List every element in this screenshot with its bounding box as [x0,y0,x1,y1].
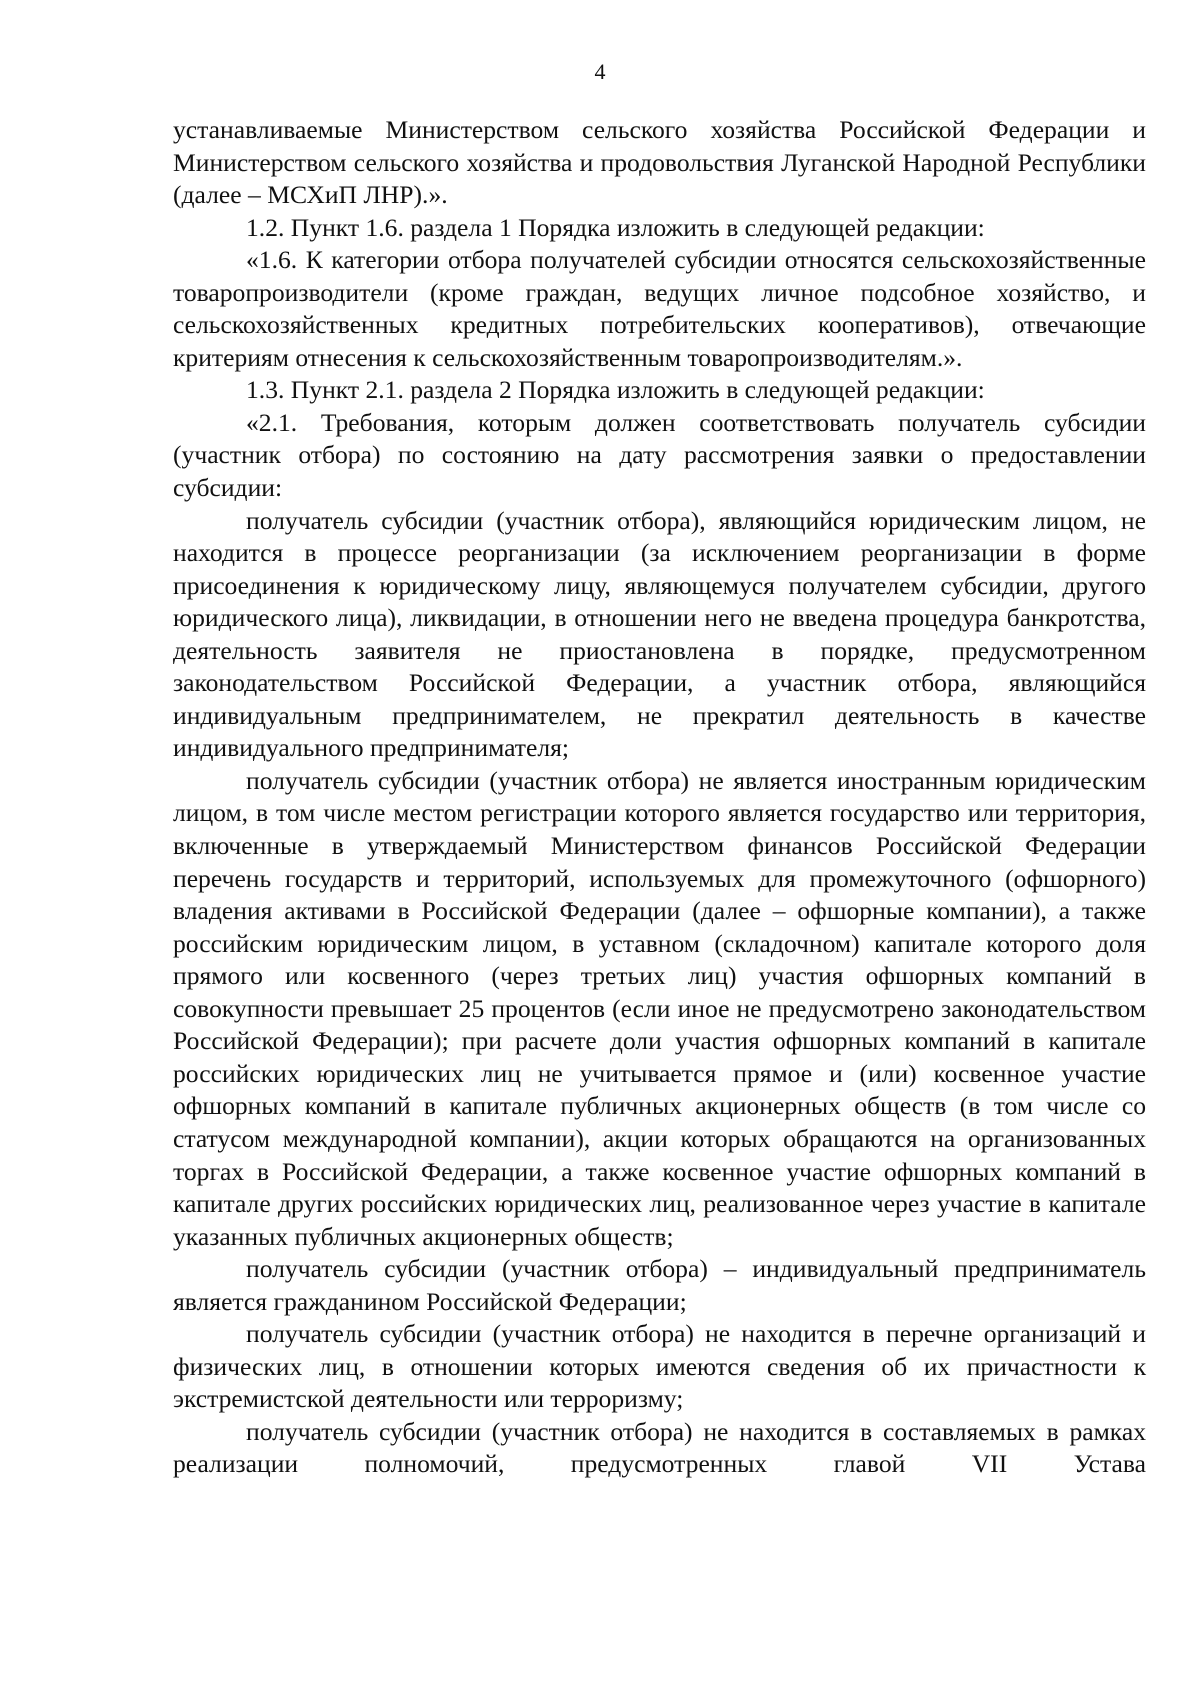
paragraph-requirement-extremism: получатель субсидии (участник отбора) не находится в перечне организаций и физических лиц, в отношении которых имеются сведения об их причастности к экстремистской деятельности или терроризму; [173,1319,1146,1414]
document-body [173,114,1146,1481]
paragraph-clause-2-1: «2.1. Требования, которым должен соответствовать получатель субсидии (участник отбора) по состоянию на дату рассмотрения заявки о предоставлении субсидии: [173,407,1146,503]
paragraph-requirement-reorganization: получатель субсидии (участник отбора), являющийся юридическим лицом, не находится в процессе реорганизации (за исключением реорганизации в форме присоединения к юридическому лицу, являющемуся получателем субсидии, другого юридического лица), ликвидации, в отношении него не введена процедура банкротства, деятельность заявителя не приостановлена в порядке, предусмотренном законодательством Российской Федерации, а участник отбора, являющийся индивидуальным предпринимателем, не прекратил деятельность в качестве индивидуального предпринимателя; [173,505,1146,763]
page-number: 4 [594,59,606,84]
paragraph-clause-1-6: «1.6. К категории отбора получателей субсидии относятся сельскохозяйственные товаропроизводители (кроме граждан, ведущих личное подсобное хозяйство, и сельскохозяйственных кредитных потребительских кооперативов), отвечающие критериям отнесения к сельскохозяйственным товаропроизводителям.». [173,245,1146,372]
paragraph-requirement-sanctions: получатель субсидии (участник отбора) не находится в составляемых в рамках реализации полномочий, предусмотренных главой VII Устава [173,1416,1146,1479]
paragraph-item-1-3: 1.3. Пункт 2.1. раздела 2 Порядка изложить в следующей редакции: [246,375,985,405]
paragraph-requirement-citizenship: получатель субсидии (участник отбора) – индивидуальный предприниматель является гражданином Российской Федерации; [173,1254,1146,1316]
paragraph-continuation: устанавливаемые Министерством сельского хозяйства Российской Федерации и Министерством сельского хозяйства и продовольствия Луганской Народной Республики (далее – МСХиП ЛНР).». [173,115,1146,210]
paragraph-requirement-offshore: получатель субсидии (участник отбора) не является иностранным юридическим лицом, в том числе местом регистрации которого является государство или территория, включенные в утверждаемый Министерством финансов Российской Федерации перечень государств и территорий, используемых для промежуточного (офшорного) владения активами в Российской Федерации (далее – офшорные компании), а также российским юридическим лицом, в уставном (складочном) капитале которого доля прямого или косвенного (через третьих лиц) участия офшорных компаний в совокупности превышает 25 процентов (если иное не предусмотрено законодательством Российской Федерации); при расчете доли участия офшорных компаний в капитале российских юридических лиц не учитывается прямое и (или) косвенное участие офшорных компаний в капитале публичных акционерных обществ (в том числе со статусом международной компании), акции которых обращаются на организованных торгах в Российской Федерации, а также косвенное участие офшорных компаний в капитале других российских юридических лиц, реализованное через участие в капитале указанных публичных акционерных обществ; [173,765,1146,1251]
paragraph-item-1-2: 1.2. Пункт 1.6. раздела 1 Порядка изложить в следующей редакции: [246,212,985,242]
